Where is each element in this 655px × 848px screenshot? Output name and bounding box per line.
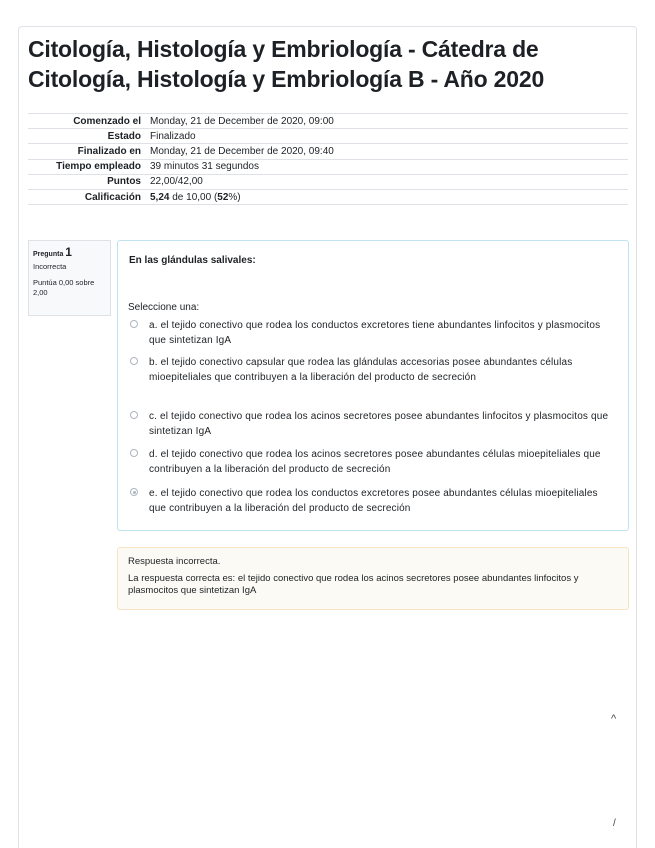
summary-value: 22,00/42,00 [150,176,203,188]
scroll-to-top-icon[interactable]: ^ [611,713,617,725]
answer-option-b[interactable] [130,355,610,385]
answer-option-c[interactable] [130,409,610,439]
feedback-result: Respuesta incorrecta. [128,556,221,567]
question-content-box [117,240,629,531]
question-prompt: Seleccione una: [128,302,200,313]
question-state: Incorrecta [33,262,67,271]
answer-option-e[interactable] [130,486,610,516]
corner-mark: / [613,818,616,829]
summary-label: Calificación [84,191,141,203]
summary-label: Estado [107,130,141,142]
summary-value: Monday, 21 de December de 2020, 09:40 [150,145,334,157]
question-grade: Puntúa 0,00 sobre 2,00 [33,278,95,297]
attempt-summary-table [28,113,628,205]
radio-button[interactable] [130,411,138,419]
summary-row-marks [28,174,628,189]
answer-label: d. el tejido conectivo que rodea los acinos secretores posee abundantes células mioepiteliales que contribuyen a la liberación del producto de secreción [149,449,601,475]
summary-value: 39 minutos 31 segundos [150,161,259,173]
question-number [33,247,106,260]
summary-row-grade [28,189,628,204]
question-number-value: 1 [65,245,72,259]
feedback-right-answer: La respuesta correcta es: el tejido conectivo que rodea los acinos secretores posee abundantes linfocitos y plasmocitos que sintetizan IgA [128,573,579,596]
grade-mid: de 10,00 ( [169,191,218,203]
summary-value: Finalizado [150,130,196,142]
answer-label: e. el tejido conectivo que rodea los conductos excretores posee abundantes células mioepiteliales que contribuyen a la liberación del producto de secreción [149,488,598,514]
summary-row-started [28,114,628,129]
question-text: En las glándulas salivales: [129,255,256,266]
summary-label: Comenzado el [73,115,141,127]
radio-button-selected[interactable] [130,488,138,496]
feedback-box [117,547,629,610]
answer-label: c. el tejido conectivo que rodea los acinos secretores posee abundantes linfocitos y plasmocitos que sintetizan IgA [149,411,609,437]
page-title: Citología, Histología y Embriología - Cátedra de Citología, Histología y Embriología B - Año 2020 [28,36,545,92]
question-prefix: Pregunta [33,251,64,258]
summary-label: Puntos [107,176,141,188]
radio-button[interactable] [130,320,138,328]
grade-percent: 52 [217,191,229,203]
grade-end: %) [228,191,241,203]
summary-row-finished [28,144,628,159]
summary-grade-value [146,189,628,204]
radio-button[interactable] [130,449,138,457]
question-info-panel [28,240,111,316]
answer-label: b. el tejido conectivo capsular que rodea las glándulas accesorias posee abundantes células mioepiteliales que contribuyen a la liberación del producto de secreción [149,357,573,383]
radio-button[interactable] [130,357,138,365]
answer-option-a[interactable] [130,318,610,348]
summary-label: Finalizado en [77,145,141,157]
grade-score: 5,24 [150,191,170,203]
summary-value: Monday, 21 de December de 2020, 09:00 [150,115,334,127]
summary-row-time-taken [28,159,628,174]
answer-label: a. el tejido conectivo que rodea los conductos excretores tiene abundantes linfocitos y plasmocitos que sintetizan IgA [149,320,601,346]
answer-option-d[interactable] [130,447,610,477]
summary-row-state [28,129,628,144]
summary-label: Tiempo empleado [56,161,141,173]
